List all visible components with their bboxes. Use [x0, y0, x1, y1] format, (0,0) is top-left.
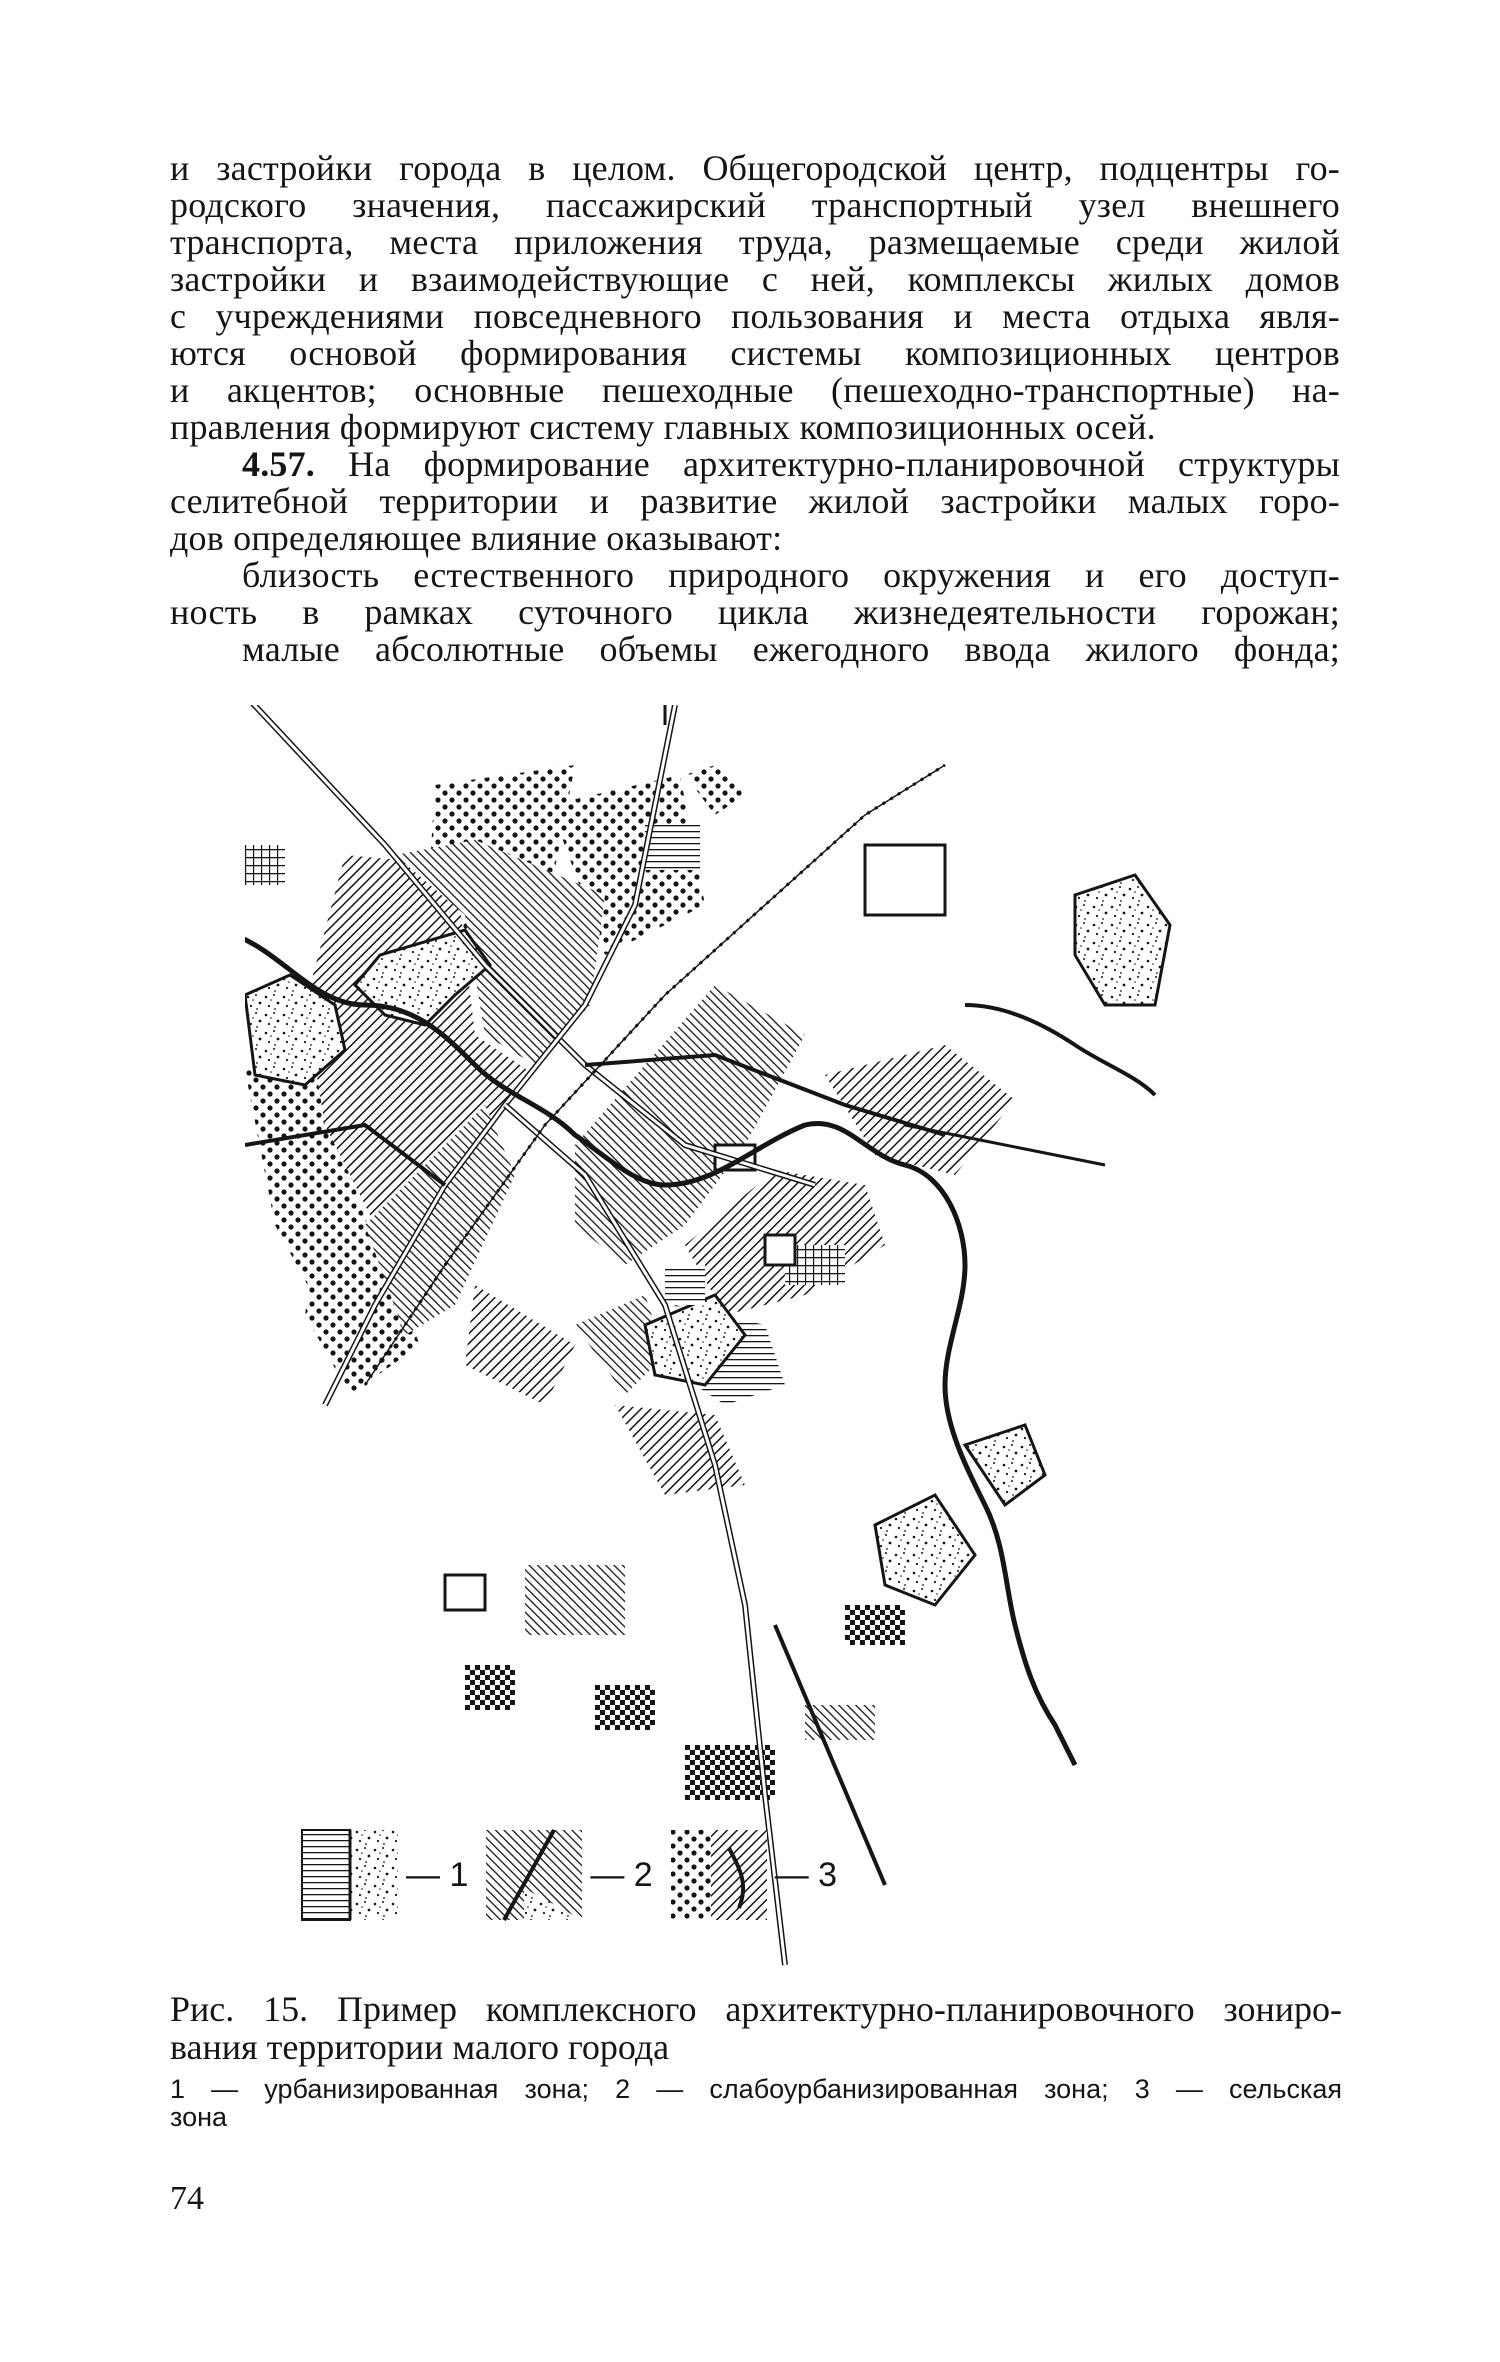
page-number: 74	[170, 2180, 204, 2217]
legend-swatch-rural	[669, 1828, 769, 1922]
map-legend	[300, 1825, 837, 1925]
legend-label-2: — 2	[590, 1855, 653, 1894]
text-line: селитебной территории и развитие жилой застройки малых горо-	[170, 481, 1340, 521]
field-dotted	[685, 765, 745, 815]
grid-zone	[645, 825, 700, 870]
legend-item-2	[484, 1828, 652, 1922]
urbanized-zone	[615, 1405, 745, 1495]
caption-note-line: 1 — урбанизированная зона; 2 — слабоурбанизированная зона; 3 — сельская	[170, 2074, 1342, 2104]
caption-note	[170, 2075, 1342, 2131]
text-line: ность в рамках суточного цикла жизнедеятельности горожан;	[170, 592, 1340, 632]
caption-line: вания территории малого города	[170, 2027, 670, 2067]
paragraph-4-57-line	[170, 446, 1340, 483]
text-line: дов определяющее влияние оказывают:	[170, 518, 783, 558]
river	[965, 1005, 1155, 1095]
urbanized-zone	[825, 1045, 1015, 1175]
text-line: малые абсолютные объемы ежегодного ввода жилого фонда;	[242, 629, 1340, 669]
body-text	[170, 150, 1340, 668]
grid-zone	[465, 1665, 515, 1710]
green-area	[1075, 875, 1170, 1005]
text-line: правления формируют систему главных композиционных осей.	[170, 407, 1156, 447]
grid-zone	[595, 1685, 655, 1730]
legend-item-3	[669, 1828, 837, 1922]
text-line: и застройки города в целом. Общегородской центр, подцентры го-	[170, 148, 1340, 188]
text-line: транспорта, места приложения труда, размещаемые среди жилой	[170, 222, 1340, 262]
urbanized-zone	[465, 1285, 575, 1405]
figure-caption	[170, 1990, 1342, 2066]
caption-note-line: зона	[170, 2102, 228, 2132]
plot	[765, 1235, 795, 1265]
legend-swatch-urbanized	[300, 1828, 400, 1922]
text-line: с учреждениями повседневного пользования и места отдыха явля-	[170, 296, 1340, 336]
text-line: близость естественного природного окружения и его доступ-	[242, 555, 1340, 595]
paragraph-text: На формирование архитектурно-планировочной структуры	[348, 444, 1340, 484]
grid-zone	[525, 1565, 625, 1635]
zoning-map-figure	[245, 705, 1295, 1970]
legend-label-1: — 1	[406, 1855, 469, 1894]
plot	[865, 845, 945, 915]
caption-line: Рис. 15. Пример комплексного архитектурно-планировочного зониро-	[170, 1989, 1342, 2029]
zoning-map	[245, 705, 1295, 1970]
grid-zone	[245, 845, 285, 885]
text-line: ются основой формирования системы композиционных центров	[170, 333, 1340, 373]
legend-swatch-weakly-urbanized	[484, 1828, 584, 1922]
legend-label-3: — 3	[774, 1855, 838, 1894]
plot	[445, 1575, 485, 1610]
text-line: родского значения, пассажирский транспортный узел внешнего	[170, 185, 1340, 225]
grid-zone	[665, 1265, 705, 1305]
text-line: застройки и взаимодействующие с ней, комплексы жилых домов	[170, 259, 1340, 299]
grid-zone	[845, 1605, 905, 1645]
green-area	[875, 1495, 975, 1605]
text-line: и акцентов; основные пешеходные (пешеходно-транспортные) на-	[170, 370, 1340, 410]
paragraph-number: 4.57.	[242, 444, 315, 484]
legend-item-1	[300, 1828, 468, 1922]
